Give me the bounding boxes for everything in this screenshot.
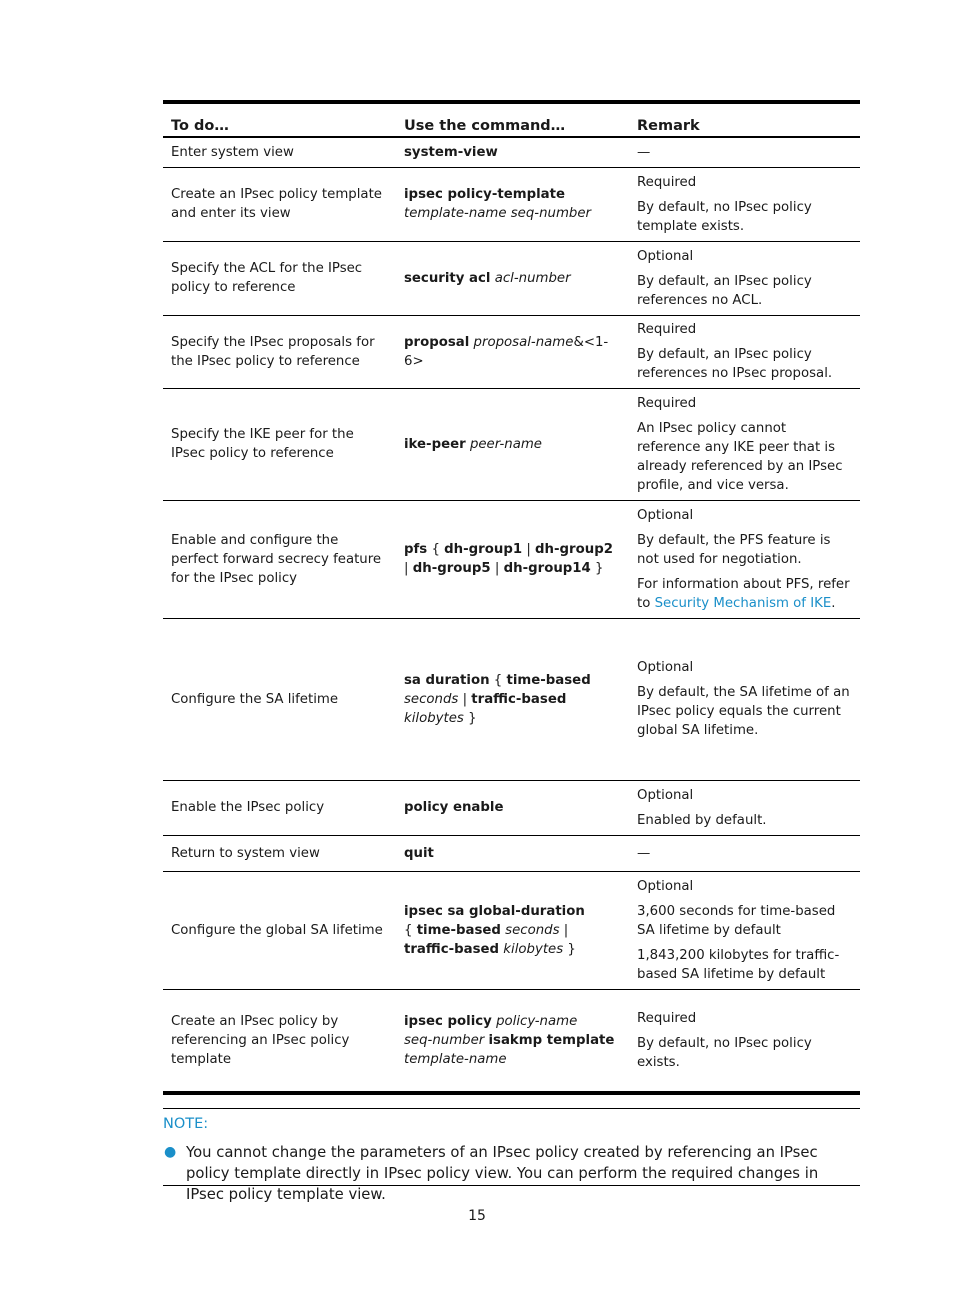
remark-cell [629,388,860,500]
command-argument: seq-number [404,1032,485,1048]
table-header-row [163,102,860,137]
note-item-text: You cannot change the parameters of an IPsec policy created by referencing an IPsec policy template directly in IPsec policy view. You can perform the required changes in IPsec policy template view. [186,1144,819,1203]
command-cell [396,167,629,241]
command-argument: policy-name [496,1013,578,1029]
bullet-icon: ● [164,1144,177,1160]
remark-line: Optional [637,787,694,803]
command-keyword: traffic-based [404,941,500,957]
remark-cell [629,241,860,315]
command-keyword: pfs [404,542,428,557]
command-text: | [559,922,569,938]
command-cell [396,500,629,618]
remark-line: An IPsec policy cannot reference any IKE peer that is already referenced by an IPsec profile, and vice versa. [637,420,843,493]
remark-line: 1,843,200 kilobytes for traffic-based SA lifetime by default [637,947,840,982]
table-row [163,780,860,835]
command-cell [396,618,629,780]
command-argument: template-name [404,1051,507,1067]
command-argument: seconds [404,691,459,707]
remark-cell [629,500,860,618]
remark-cell [629,989,860,1093]
table-row [163,989,860,1093]
command-cell [396,780,629,835]
command-keyword: dh-group2 [535,542,613,557]
command-table [163,100,860,1095]
command-keyword: time-based [416,922,501,938]
command-keyword: policy enable [404,800,504,815]
remark-line: By default, no IPsec policy template exists. [637,199,812,234]
command-cell [396,388,629,500]
command-argument: kilobytes [404,710,464,726]
remark-line: Optional [637,660,694,675]
table-row [163,167,860,241]
remark-line [637,575,852,613]
remark-line: By default, the SA lifetime of an IPsec policy equals the current global SA lifetime. [637,685,850,738]
todo-cell: Return to system view [163,835,396,871]
todo-cell: Configure the SA lifetime [163,618,396,780]
command-keyword: quit [404,845,434,861]
command-cell [396,989,629,1093]
command-keyword: ipsec policy-template [404,187,566,202]
header-todo: To do… [163,102,396,137]
command-keyword: ike-peer [404,436,466,452]
command-cell [396,241,629,315]
remark-cell [629,780,860,835]
command-keyword: security acl [404,270,491,286]
note-top-rule [163,1108,860,1109]
page-number: 15 [468,1208,486,1224]
remark-line: Enabled by default. [637,812,767,828]
remark-cell [629,315,860,388]
command-argument: template-name seq-number [404,206,592,221]
remark-line: By default, no IPsec policy exists. [637,1035,812,1070]
todo-cell: Specify the IPsec proposals for the IPsec policy to reference [163,315,396,388]
command-text: | [458,691,472,707]
table-row [163,835,860,871]
command-text: { [404,922,417,938]
remark-line: Required [637,1010,697,1026]
command-keyword: ipsec sa global-duration [404,903,585,919]
todo-cell: Specify the IKE peer for the IPsec policy to reference [163,388,396,500]
todo-cell: Enter system view [163,137,396,167]
command-text: | [490,561,504,576]
cross-reference-link[interactable]: Security Mechanism of IKE [654,595,832,611]
remark-line: Required [637,174,697,190]
command-keyword: time-based [506,672,591,688]
remark-cell [629,871,860,989]
header-command: Use the command… [396,102,629,137]
command-keyword: dh-group14 [503,561,591,576]
note-item [163,1142,860,1205]
command-cell [396,315,629,388]
header-remark: Remark [629,102,860,137]
todo-cell: Specify the ACL for the IPsec policy to reference [163,241,396,315]
command-argument: acl-number [494,270,571,286]
table-body [163,137,860,1093]
remark-cell [629,835,860,871]
remark-cell [629,137,860,167]
command-text: &<1-6> [404,334,609,369]
command-argument: kilobytes [503,941,564,957]
command-text: { [427,542,445,557]
table-row [163,500,860,618]
note-label: NOTE: [163,1116,209,1132]
table-row [163,241,860,315]
command-text: } [590,561,604,576]
command-cell [396,137,629,167]
remark-line: By default, the PFS feature is not used for negotiation. [637,532,831,567]
command-keyword: dh-group5 [412,561,491,576]
command-keyword: dh-group1 [444,542,523,557]
todo-cell: Create an IPsec policy by referencing an IPsec policy template [171,1013,350,1067]
remark-text: For information about PFS, refer to [637,576,850,611]
command-text: } [563,941,576,957]
remark-line: Optional [637,878,694,894]
remark-line: Optional [637,507,694,523]
remark-cell [629,618,860,780]
table-row [163,618,860,780]
command-keyword: ipsec policy [404,1013,492,1029]
command-cell [396,871,629,989]
note-bottom-rule [163,1185,860,1186]
remark-line: Optional [637,248,694,264]
todo-cell: Configure the global SA lifetime [163,871,396,989]
note-list [163,1142,860,1205]
table-row [163,871,860,989]
command-text: | [404,561,413,576]
remark-line: — [637,845,651,861]
command-argument: peer-name [469,436,542,452]
table-row [163,137,860,167]
remark-line: Required [637,395,697,411]
command-text: | [522,542,536,557]
remark-cell [629,167,860,241]
command-keyword: isakmp template [488,1032,615,1048]
remark-line: Required [637,322,697,337]
todo-cell: Create an IPsec policy template and enter its view [163,167,396,241]
command-text: } [463,710,477,726]
todo-cell: Enable and configure the perfect forward secrecy feature for the IPsec policy [163,500,396,618]
command-keyword: traffic-based [471,691,567,707]
remark-line: — [637,144,651,160]
remark-text: . [831,595,836,611]
command-keyword: system-view [404,144,498,160]
command-argument: seconds [505,922,560,938]
remark-line: 3,600 seconds for time-based SA lifetime by default [637,903,836,938]
table-row [163,388,860,500]
command-cell [396,835,629,871]
table-row [163,315,860,388]
command-keyword: sa duration [404,672,490,688]
todo-cell: Enable the IPsec policy [163,780,396,835]
command-keyword: proposal [404,334,470,350]
command-argument: proposal-name [473,334,574,350]
remark-line: By default, an IPsec policy references no ACL. [637,273,812,308]
remark-line: By default, an IPsec policy references no IPsec proposal. [637,347,833,381]
command-text: { [489,672,507,688]
